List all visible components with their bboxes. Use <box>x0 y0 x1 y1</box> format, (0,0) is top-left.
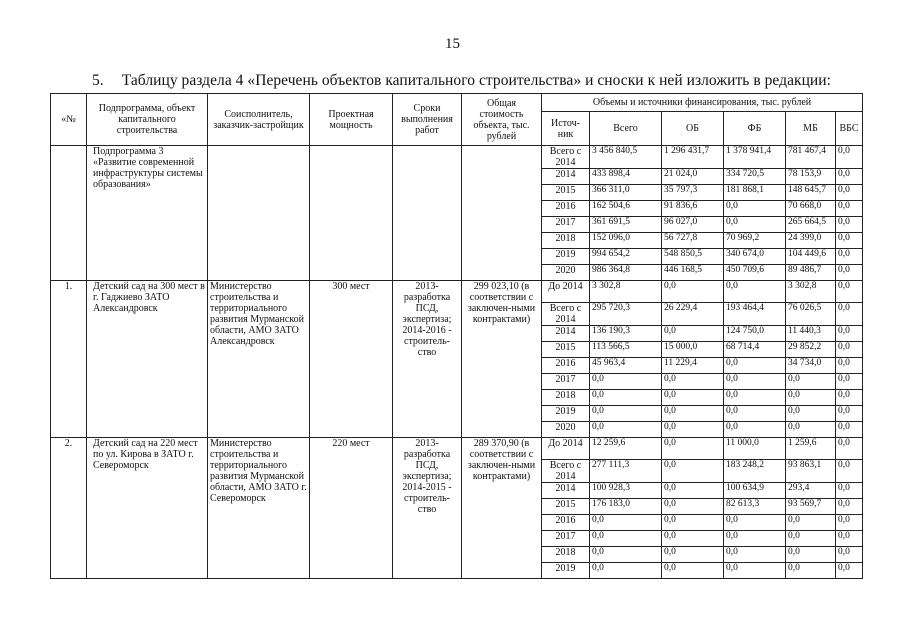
cell-ob: 0,0 <box>662 547 724 563</box>
cell-mb: 76 026,5 <box>786 303 836 326</box>
cell-vbs: 0,0 <box>836 233 863 249</box>
cell-vbs: 0,0 <box>836 499 863 515</box>
table-row <box>51 438 863 460</box>
cell-fb: 450 709,6 <box>724 265 786 281</box>
cell-mb: 148 645,7 <box>786 185 836 201</box>
cell-mb: 24 399,0 <box>786 233 836 249</box>
cell-vbs: 0,0 <box>836 185 863 201</box>
source-year: 2019 <box>542 406 590 422</box>
row-number <box>51 146 87 281</box>
cost-value: 289 370,90 (в соответствии с заключен-ными контрактами) <box>462 438 542 579</box>
cell-fb: 100 634,9 <box>724 483 786 499</box>
cell-total: 986 364,8 <box>590 265 662 281</box>
cell-fb: 340 674,0 <box>724 249 786 265</box>
cell-ob: 0,0 <box>662 563 724 579</box>
cell-mb: 0,0 <box>786 406 836 422</box>
object-name: Подпрограмма 3 «Развитие современной инфраструктуры системы образования» <box>87 146 208 281</box>
source-year: 2015 <box>542 342 590 358</box>
cell-fb: 0,0 <box>724 374 786 390</box>
cell-mb: 0,0 <box>786 547 836 563</box>
cell-total: 295 720,3 <box>590 303 662 326</box>
cell-total: 0,0 <box>590 374 662 390</box>
capital-construction-table <box>50 93 863 579</box>
cell-fb: 0,0 <box>724 515 786 531</box>
cell-ob: 96 027,0 <box>662 217 724 233</box>
cell-ob: 0,0 <box>662 499 724 515</box>
cell-total: 162 504,6 <box>590 201 662 217</box>
cell-total: 113 566,5 <box>590 342 662 358</box>
header-capacity: Проектная мощность <box>310 94 393 146</box>
cell-vbs: 0,0 <box>836 374 863 390</box>
cell-vbs: 0,0 <box>836 146 863 169</box>
cell-fb: 1 378 941,4 <box>724 146 786 169</box>
cell-total: 277 111,3 <box>590 460 662 483</box>
source-year: 2018 <box>542 233 590 249</box>
cell-fb: 68 714,4 <box>724 342 786 358</box>
source-year: Всего с 2014 <box>542 146 590 169</box>
header-financing: Объемы и источники финансирования, тыс. рублей <box>542 94 863 112</box>
capacity-value: 220 мест <box>310 438 393 579</box>
cell-ob: 0,0 <box>662 460 724 483</box>
cell-vbs: 0,0 <box>836 217 863 233</box>
cell-mb: 781 467,4 <box>786 146 836 169</box>
cell-mb: 293,4 <box>786 483 836 499</box>
cell-mb: 29 852,2 <box>786 342 836 358</box>
cell-total: 45 963,4 <box>590 358 662 374</box>
source-year: 2020 <box>542 265 590 281</box>
source-year: 2016 <box>542 201 590 217</box>
header-mb: МБ <box>786 112 836 146</box>
executor-name <box>208 146 310 281</box>
cell-ob: 91 836,6 <box>662 201 724 217</box>
source-year: 2017 <box>542 374 590 390</box>
source-year: До 2014 <box>542 438 590 460</box>
row-number: 1. <box>51 281 87 438</box>
source-year: 2016 <box>542 358 590 374</box>
cell-ob: 11 229,4 <box>662 358 724 374</box>
cell-fb: 0,0 <box>724 390 786 406</box>
cell-ob: 0,0 <box>662 531 724 547</box>
cell-total: 433 898,4 <box>590 169 662 185</box>
cell-fb: 0,0 <box>724 547 786 563</box>
source-year: 2014 <box>542 326 590 342</box>
cell-fb: 0,0 <box>724 358 786 374</box>
cell-ob: 548 850,5 <box>662 249 724 265</box>
cell-ob: 15 000,0 <box>662 342 724 358</box>
cell-vbs: 0,0 <box>836 438 863 460</box>
cell-vbs: 0,0 <box>836 422 863 438</box>
cell-total: 0,0 <box>590 531 662 547</box>
cell-total: 0,0 <box>590 547 662 563</box>
source-year: 2019 <box>542 563 590 579</box>
cell-fb: 0,0 <box>724 217 786 233</box>
cell-total: 152 096,0 <box>590 233 662 249</box>
cell-total: 366 311,0 <box>590 185 662 201</box>
header-ob: ОБ <box>662 112 724 146</box>
cell-ob: 0,0 <box>662 281 724 303</box>
cell-vbs: 0,0 <box>836 531 863 547</box>
row-number: 2. <box>51 438 87 579</box>
source-year: 2017 <box>542 531 590 547</box>
cell-total: 12 259,6 <box>590 438 662 460</box>
source-year: 2014 <box>542 169 590 185</box>
cell-ob: 446 168,5 <box>662 265 724 281</box>
cell-ob: 0,0 <box>662 483 724 499</box>
cell-fb: 0,0 <box>724 531 786 547</box>
cell-mb: 3 302,8 <box>786 281 836 303</box>
cell-mb: 265 664,5 <box>786 217 836 233</box>
source-year: 2016 <box>542 515 590 531</box>
cell-mb: 0,0 <box>786 563 836 579</box>
cell-vbs: 0,0 <box>836 483 863 499</box>
cell-ob: 0,0 <box>662 326 724 342</box>
source-year: 2018 <box>542 547 590 563</box>
cell-mb: 93 569,7 <box>786 499 836 515</box>
cell-mb: 0,0 <box>786 374 836 390</box>
cell-fb: 181 868,1 <box>724 185 786 201</box>
executor-name: Министерство строительства и территориального развития Мурманской области, АМО ЗАТО г. Североморск <box>208 438 310 579</box>
cell-ob: 21 024,0 <box>662 169 724 185</box>
source-year: До 2014 <box>542 281 590 303</box>
cell-total: 0,0 <box>590 563 662 579</box>
cell-ob: 35 797,3 <box>662 185 724 201</box>
source-year: Всего с 2014 <box>542 460 590 483</box>
cell-ob: 56 727,8 <box>662 233 724 249</box>
header-no: «№ <box>51 94 87 146</box>
cell-fb: 0,0 <box>724 422 786 438</box>
cell-vbs: 0,0 <box>836 547 863 563</box>
cell-vbs: 0,0 <box>836 563 863 579</box>
cell-total: 0,0 <box>590 515 662 531</box>
source-year: 2017 <box>542 217 590 233</box>
header-total: Всего <box>590 112 662 146</box>
cell-mb: 11 440,3 <box>786 326 836 342</box>
header-fb: ФБ <box>724 112 786 146</box>
cell-total: 176 183,0 <box>590 499 662 515</box>
cell-fb: 0,0 <box>724 281 786 303</box>
table-row <box>51 281 863 303</box>
cell-total: 3 302,8 <box>590 281 662 303</box>
header-object: Подпрограмма, объект капитального строительства <box>87 94 208 146</box>
cell-vbs: 0,0 <box>836 169 863 185</box>
cell-vbs: 0,0 <box>836 303 863 326</box>
cell-mb: 34 734,0 <box>786 358 836 374</box>
terms-value: 2013-разработка ПСД, экспертиза; 2014-2015 - строитель-ство <box>393 438 462 579</box>
cell-vbs: 0,0 <box>836 460 863 483</box>
cell-total: 0,0 <box>590 390 662 406</box>
cell-mb: 0,0 <box>786 390 836 406</box>
cell-total: 100 928,3 <box>590 483 662 499</box>
cell-fb: 0,0 <box>724 563 786 579</box>
cell-ob: 0,0 <box>662 422 724 438</box>
object-name: Детский сад на 220 мест по ул. Кирова в ЗАТО г. Североморск <box>87 438 208 579</box>
cell-fb: 0,0 <box>724 201 786 217</box>
cell-ob: 0,0 <box>662 438 724 460</box>
cell-mb: 93 863,1 <box>786 460 836 483</box>
table-row <box>51 146 863 169</box>
cell-fb: 193 464,4 <box>724 303 786 326</box>
cell-ob: 0,0 <box>662 406 724 422</box>
cell-vbs: 0,0 <box>836 406 863 422</box>
cell-total: 361 691,5 <box>590 217 662 233</box>
cell-vbs: 0,0 <box>836 201 863 217</box>
terms-value: 2013-разработка ПСД, экспертиза; 2014-2016 - строитель-ство <box>393 281 462 438</box>
header-cost: Общая стоимость объекта, тыс. рублей <box>462 94 542 146</box>
cell-vbs: 0,0 <box>836 358 863 374</box>
header-vbs: ВБС <box>836 112 863 146</box>
cell-fb: 11 000,0 <box>724 438 786 460</box>
cell-total: 994 654,2 <box>590 249 662 265</box>
cell-mb: 104 449,6 <box>786 249 836 265</box>
capacity-value: 300 мест <box>310 281 393 438</box>
cell-vbs: 0,0 <box>836 390 863 406</box>
source-year: Всего с 2014 <box>542 303 590 326</box>
cell-ob: 0,0 <box>662 515 724 531</box>
page-number: 15 <box>445 36 460 52</box>
capacity-value <box>310 146 393 281</box>
object-name: Детский сад на 300 мест в г. Гаджиево ЗАТО Александровск <box>87 281 208 438</box>
source-year: 2015 <box>542 499 590 515</box>
source-year: 2014 <box>542 483 590 499</box>
cell-total: 3 456 840,5 <box>590 146 662 169</box>
cell-ob: 0,0 <box>662 374 724 390</box>
executor-name: Министерство строительства и территориального развития Мурманской области, АМО ЗАТО Александровск <box>208 281 310 438</box>
cost-value: 299 023,10 (в соответствии с заключен-ными контрактами) <box>462 281 542 438</box>
heading-number: 5. <box>92 72 104 89</box>
cell-mb: 0,0 <box>786 515 836 531</box>
cell-mb: 70 668,0 <box>786 201 836 217</box>
source-year: 2020 <box>542 422 590 438</box>
cost-value <box>462 146 542 281</box>
header-terms: Сроки выполнения работ <box>393 94 462 146</box>
cell-vbs: 0,0 <box>836 515 863 531</box>
header-source: Источ-ник <box>542 112 590 146</box>
cell-vbs: 0,0 <box>836 249 863 265</box>
cell-ob: 26 229,4 <box>662 303 724 326</box>
cell-vbs: 0,0 <box>836 326 863 342</box>
cell-fb: 124 750,0 <box>724 326 786 342</box>
cell-fb: 70 969,2 <box>724 233 786 249</box>
cell-mb: 0,0 <box>786 531 836 547</box>
source-year: 2015 <box>542 185 590 201</box>
cell-ob: 1 296 431,7 <box>662 146 724 169</box>
cell-mb: 78 153,9 <box>786 169 836 185</box>
cell-vbs: 0,0 <box>836 281 863 303</box>
cell-fb: 334 720,5 <box>724 169 786 185</box>
terms-value <box>393 146 462 281</box>
heading-text: Таблицу раздела 4 «Перечень объектов капитального строительства» и сноски к ней изложить в редакции: <box>121 72 831 89</box>
cell-mb: 89 486,7 <box>786 265 836 281</box>
cell-mb: 0,0 <box>786 422 836 438</box>
cell-vbs: 0,0 <box>836 265 863 281</box>
cell-vbs: 0,0 <box>836 342 863 358</box>
cell-ob: 0,0 <box>662 390 724 406</box>
header-executor: Соисполнитель, заказчик-застройщик <box>208 94 310 146</box>
section-heading <box>92 72 831 90</box>
cell-total: 0,0 <box>590 406 662 422</box>
cell-total: 136 190,3 <box>590 326 662 342</box>
cell-fb: 82 613,3 <box>724 499 786 515</box>
cell-fb: 183 248,2 <box>724 460 786 483</box>
table-body <box>51 146 863 579</box>
source-year: 2018 <box>542 390 590 406</box>
source-year: 2019 <box>542 249 590 265</box>
cell-total: 0,0 <box>590 422 662 438</box>
cell-mb: 1 259,6 <box>786 438 836 460</box>
cell-fb: 0,0 <box>724 406 786 422</box>
